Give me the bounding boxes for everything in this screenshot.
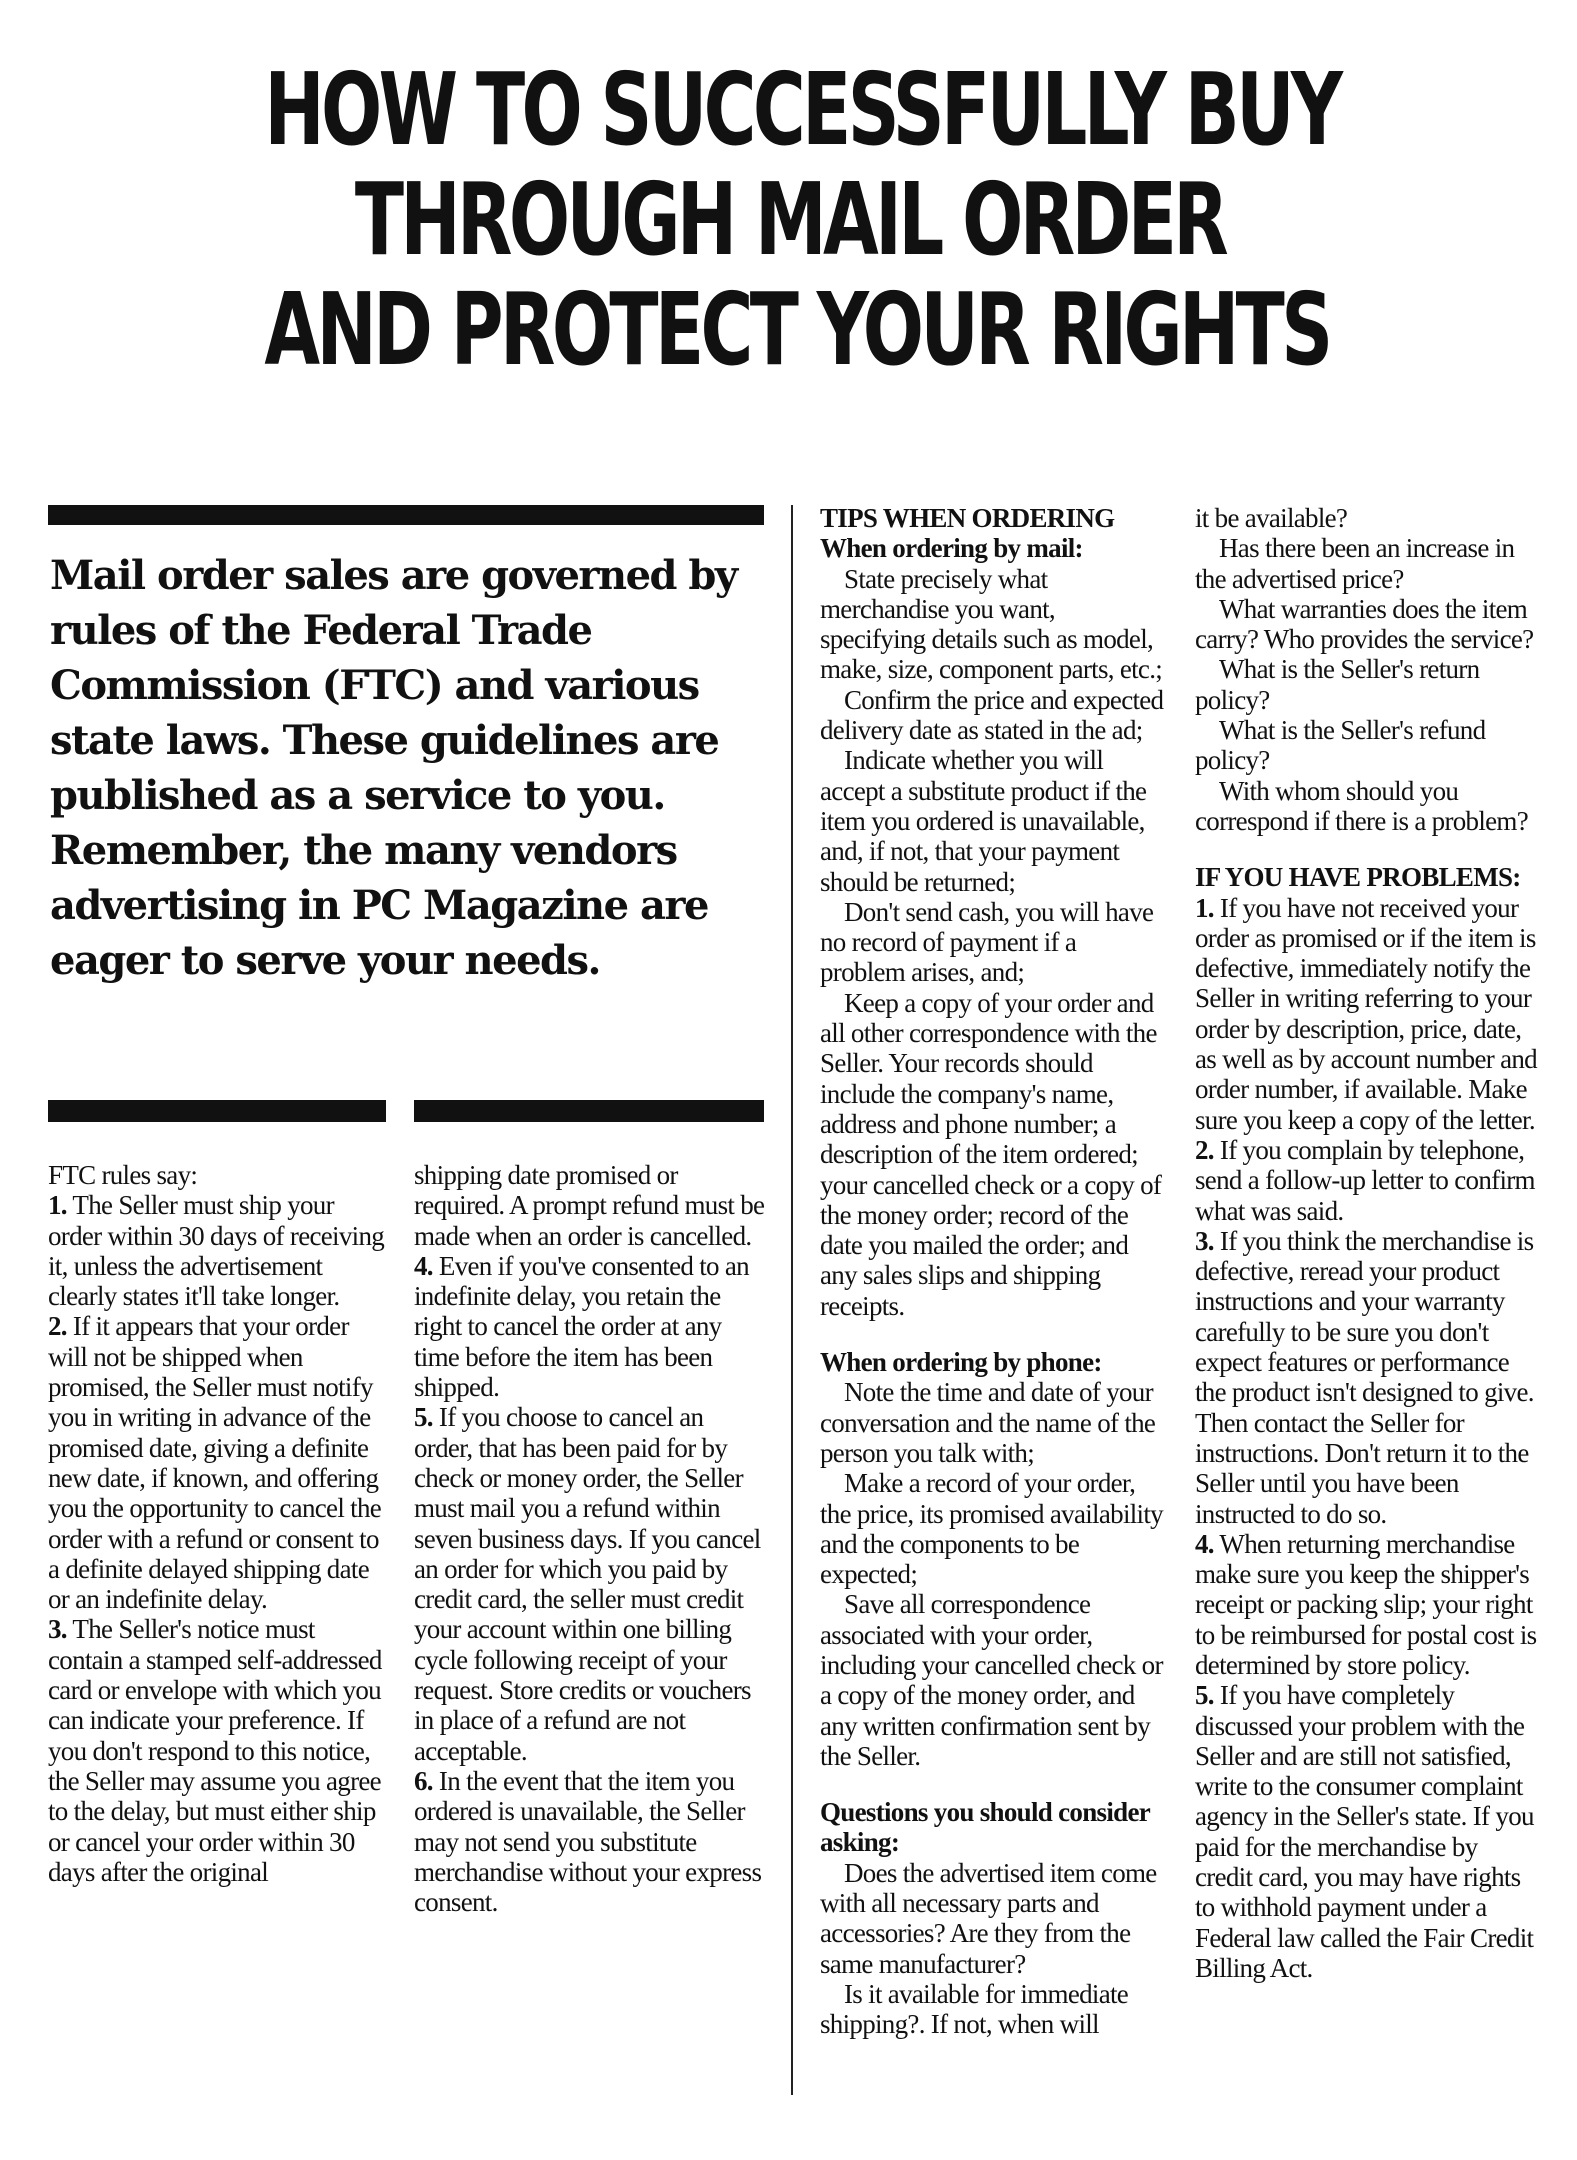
column-rule-left [48,1100,386,1122]
problems-heading: IF YOU HAVE PROBLEMS: [1195,862,1521,893]
list-item: Don't send cash, you will have no record of payment if a problem arises, and; [820,896,1154,988]
item-number: 3. [1195,1225,1214,1256]
item-number: 1. [48,1190,67,1221]
list-item [1195,893,1540,1135]
lead-paragraph: Mail order sales are governed by rules of the Federal Trade Commission (FTC) and various state laws. These guidelines are published as a service to you. Remember, the many vendors advertising in PC Magazine are eager to serve your needs. [50,552,737,984]
list-item: Make a record of your order, the price, its promised availability and the components to be expected; [820,1468,1163,1590]
continued-text: it be available? [1195,503,1348,533]
list-item [414,1766,766,1917]
list-item [48,1190,393,1311]
ftc-rules-column [48,1160,393,1887]
phone-heading: When ordering by phone: [820,1347,1102,1378]
tips-column [820,503,1165,2040]
list-item: What is the Seller's refund policy? [1195,715,1486,776]
item-text: In the event that the item you ordered is unavailable, the Seller may not send you substitute merchandise without your express consent. [414,1765,762,1918]
item-text: When returning merchandise make sure you keep the shipper's receipt or packing slip; your right to be reimbursed for postal cost is determined by store policy. [1195,1528,1537,1680]
item-text: The Seller must ship your order within 30 days of receiving it, unless the advertisement clearly states it'll take longer. [48,1190,385,1312]
list-item: Confirm the price and expected delivery date as stated in the ad; [820,684,1164,746]
list-item: Is it available for immediate shipping?. If not, when will [820,1978,1129,2040]
item-text: If you have not received your order as promised or if the item is defective, immediately notify the Seller in writing referring to your order by description, price, date, as well as by account number and order number, if available. Make sure you keep a copy of the letter. [1195,892,1537,1135]
item-number: 6. [414,1765,433,1796]
mail-heading: When ordering by mail: [820,533,1083,564]
item-number: 2. [1195,1134,1214,1165]
item-number: 3. [48,1614,67,1645]
item-text: If you have completely discussed your problem with the Seller and are still not satisfied, write to the consumer complaint agency in the Seller's state. If you paid for the merchandise by credit card, you may have rights to withhold payment under a Federal law called the Fair Credit Billing Act. [1195,1680,1534,1983]
ftc-rules-heading: FTC rules say: [48,1160,198,1190]
item-text: If it appears that your order will not be shipped when promised, the Seller must notify you in writing in advance of the promised date, giving a definite new date, if known, and offering you the opportunity to cancel the order with a refund or consent to a definite delayed shipping date or an indefinite delay. [48,1311,382,1615]
list-item [1195,1529,1540,1680]
list-item: Keep a copy of your order and all other correspondence with the Seller. Your records should include the company's name, address and phone number; a description of the item ordered; your cancelled check or a copy of the money order; record of the date you mailed the order; and any sales slips and shipping receipts. [820,987,1162,1321]
list-item: What is the Seller's return policy? [1195,654,1480,715]
title-line: THROUGH MAIL ORDER [354,161,1226,278]
item-text: Even if you've consented to an indefinite delay, you retain the right to cancel the order at any time before the item has been shipped. [414,1250,749,1403]
list-item: What warranties does the item carry? Who provides the service? [1195,593,1534,655]
list-item [48,1311,393,1614]
list-item [1195,1135,1540,1226]
list-item [1195,1226,1540,1529]
list-item: Does the advertised item come with all necessary parts and accessories? Are they from the same manufacturer? [820,1857,1157,1979]
item-text: If you choose to cancel an order, that has been paid for by check or money order, the Seller must mail you a refund within seven business days. If you cancel an order for which you paid by credit card, the seller must credit your account within one billing cycle following receipt of your request. Store credits or vouchers in place of a refund are not acceptable. [414,1402,761,1766]
list-item: Note the time and date of your conversation and the name of the person you talk with; [820,1377,1156,1468]
page-title [264,51,1340,388]
column-rule-middle [414,1100,764,1122]
item-number: 5. [1195,1680,1214,1711]
list-item [48,1614,393,1887]
list-item [414,1402,766,1766]
title-line: HOW TO SUCCESSFULLY BUY [264,51,1340,168]
problems-column [1195,503,1540,1983]
list-item [414,1251,766,1402]
item-number: 4. [414,1250,433,1281]
item-text: If you think the merchandise is defective, reread your product instructions and your warranty carefully to be sure you don't expect features or performance the product isn't designed to give. Then contact the Seller for instructions. Don't return it to the Seller until you have been instructed to do so. [1195,1225,1534,1529]
item-number: 5. [414,1402,433,1433]
list-item: Has there been an increase in the advertised price? [1195,533,1515,594]
item-number: 2. [48,1311,67,1342]
list-item: Save all correspondence associated with your order, including your cancelled check or a copy of the money order, and any written confirmation sent by the Seller. [820,1589,1163,1771]
title-line: AND PROTECT YOUR RIGHTS [264,271,1330,388]
continued-text: shipping date promised or required. A prompt refund must be made when an order is cancelled. [414,1160,765,1251]
item-text: If you complain by telephone, send a follow-up letter to confirm what was said. [1195,1134,1535,1226]
item-text: The Seller's notice must contain a stamped self-addressed card or envelope with which you can indicate your preference. If you don't respond to this notice, the Seller may assume you agree to the delay, but must either ship or cancel your order within 30 days after the original [48,1614,382,1887]
tips-heading: TIPS WHEN ORDERING [820,503,1115,533]
list-item [1195,1680,1540,1983]
list-item: Indicate whether you will accept a substitute product if the item you ordered is unavailable, and, if not, that your payment should be returned; [820,745,1147,897]
list-item: State precisely what merchandise you want, specifying details such as model, make, size, component parts, etc.; [820,563,1163,685]
item-number: 4. [1195,1528,1214,1559]
ftc-rules-continued-column [414,1160,766,1917]
item-number: 1. [1195,892,1214,923]
lead-rule [48,505,764,525]
list-item: With whom should you correspond if there is a problem? [1195,775,1529,836]
questions-heading: Questions you should consider asking: [820,1797,1150,1858]
column-divider [791,505,793,2095]
